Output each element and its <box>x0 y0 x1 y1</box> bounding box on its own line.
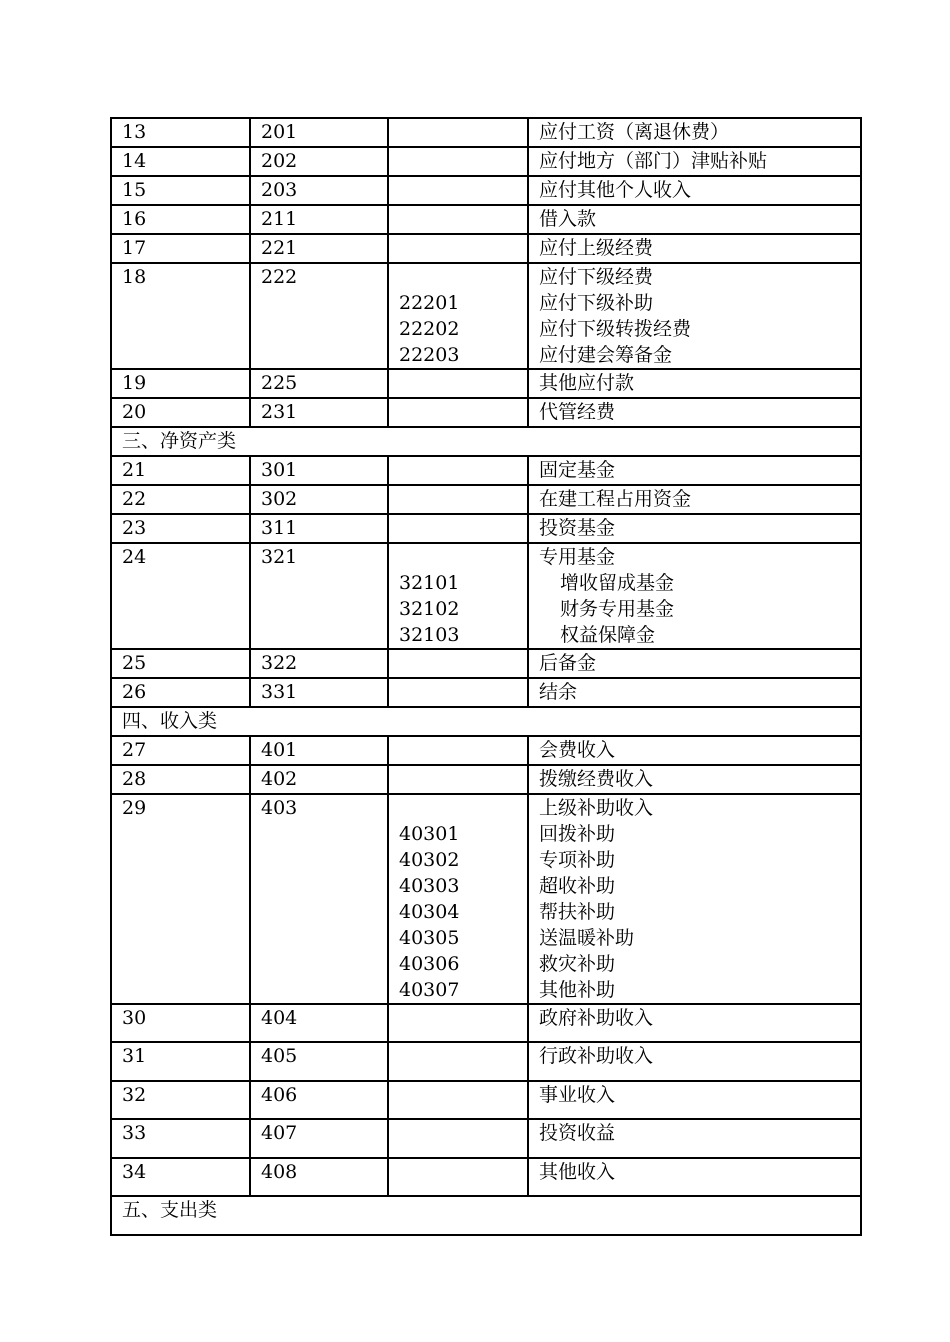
sub-code-cell <box>388 369 528 398</box>
serial-number-cell: 18 <box>111 263 250 369</box>
table-row <box>111 1042 861 1081</box>
sub-code-cell <box>388 1119 528 1158</box>
serial-number-cell: 14 <box>111 147 250 176</box>
account-name-cell <box>528 1158 861 1196</box>
sub-account-name: 其他补助 <box>539 979 616 1001</box>
sub-code-cell <box>388 678 528 707</box>
sub-code-cell <box>388 765 528 794</box>
account-code-cell: 405 <box>250 1042 388 1081</box>
account-name: 后备金 <box>539 652 597 674</box>
section-header-row <box>111 427 861 456</box>
serial-number-cell: 24 <box>111 543 250 649</box>
table-body <box>111 118 861 1235</box>
table-row <box>111 398 861 427</box>
sub-account-name: 应付下级转拨经费 <box>539 318 692 340</box>
section-title: 三、净资产类 <box>111 427 861 456</box>
sub-code-cell <box>388 1004 528 1042</box>
sub-account-name: 回拨补助 <box>539 823 616 845</box>
sub-code-cell <box>388 456 528 485</box>
account-code-cell: 408 <box>250 1158 388 1196</box>
sub-code-cell <box>388 1081 528 1119</box>
serial-number-cell: 16 <box>111 205 250 234</box>
sub-code: 40305 <box>399 927 460 949</box>
table-row <box>111 1004 861 1042</box>
account-code-cell: 322 <box>250 649 388 678</box>
sub-code-cell <box>388 147 528 176</box>
account-name: 上级补助收入 <box>539 797 654 819</box>
account-name: 借入款 <box>539 208 597 230</box>
account-code-cell: 406 <box>250 1081 388 1119</box>
table-row <box>111 736 861 765</box>
section-title: 五、支出类 <box>111 1196 861 1235</box>
sub-account-name: 送温暖补助 <box>539 927 635 949</box>
account-name: 事业收入 <box>539 1084 616 1106</box>
serial-number-cell: 19 <box>111 369 250 398</box>
sub-account-name: 增收留成基金 <box>560 572 675 594</box>
account-code-cell: 404 <box>250 1004 388 1042</box>
account-code-cell: 301 <box>250 456 388 485</box>
account-name-cell <box>528 736 861 765</box>
serial-number-cell: 30 <box>111 1004 250 1042</box>
sub-account-name: 帮扶补助 <box>539 901 616 923</box>
account-code-cell: 302 <box>250 485 388 514</box>
sub-code-cell <box>388 514 528 543</box>
table-row <box>111 118 861 147</box>
sub-account-name: 应付建会筹备金 <box>539 344 673 366</box>
sub-code-cell <box>388 205 528 234</box>
table-row <box>111 649 861 678</box>
serial-number-cell: 20 <box>111 398 250 427</box>
serial-number-cell: 25 <box>111 649 250 678</box>
sub-code-cell <box>388 398 528 427</box>
account-code-cell: 311 <box>250 514 388 543</box>
sub-code-cell <box>388 234 528 263</box>
account-code-cell: 211 <box>250 205 388 234</box>
table-row <box>111 1081 861 1119</box>
serial-number-cell: 13 <box>111 118 250 147</box>
account-code-cell: 403 <box>250 794 388 1004</box>
serial-number-cell: 15 <box>111 176 250 205</box>
sub-code-cell <box>388 1042 528 1081</box>
table-row <box>111 543 861 649</box>
account-name-cell <box>528 176 861 205</box>
table-row <box>111 678 861 707</box>
sub-code-cell <box>388 263 528 369</box>
table-row <box>111 794 861 1004</box>
account-name-cell <box>528 1042 861 1081</box>
section-header-row <box>111 707 861 736</box>
account-name: 投资收益 <box>539 1122 616 1144</box>
account-name: 投资基金 <box>539 517 616 539</box>
account-code-table <box>110 117 862 1236</box>
account-name-cell <box>528 398 861 427</box>
account-name: 应付工资（离退休费） <box>539 121 730 143</box>
account-name: 在建工程占用资金 <box>539 488 692 510</box>
table-row <box>111 514 861 543</box>
table-row <box>111 263 861 369</box>
sub-code-cell <box>388 649 528 678</box>
sub-account-name: 专项补助 <box>539 849 616 871</box>
serial-number-cell: 26 <box>111 678 250 707</box>
sub-code: 40301 <box>399 823 460 845</box>
account-name: 行政补助收入 <box>539 1045 654 1067</box>
sub-account-name: 救灾补助 <box>539 953 616 975</box>
account-name-cell <box>528 765 861 794</box>
account-name: 其他应付款 <box>539 372 635 394</box>
table-row <box>111 765 861 794</box>
account-name-cell <box>528 514 861 543</box>
account-name-cell <box>528 205 861 234</box>
sub-code: 40303 <box>399 875 460 897</box>
serial-number-cell: 34 <box>111 1158 250 1196</box>
sub-code: 32103 <box>399 624 460 646</box>
serial-number-cell: 17 <box>111 234 250 263</box>
serial-number-cell: 32 <box>111 1081 250 1119</box>
sub-code: 40304 <box>399 901 460 923</box>
account-name-cell <box>528 678 861 707</box>
account-code-cell: 331 <box>250 678 388 707</box>
table-row <box>111 176 861 205</box>
serial-number-cell: 27 <box>111 736 250 765</box>
serial-number-cell: 31 <box>111 1042 250 1081</box>
table-row <box>111 485 861 514</box>
table-row <box>111 147 861 176</box>
sub-code-cell <box>388 118 528 147</box>
account-name-cell <box>528 649 861 678</box>
sub-code-cell <box>388 543 528 649</box>
account-code-cell: 222 <box>250 263 388 369</box>
serial-number-cell: 22 <box>111 485 250 514</box>
account-name: 拨缴经费收入 <box>539 768 654 790</box>
sub-code: 40302 <box>399 849 460 871</box>
account-name: 其他收入 <box>539 1161 616 1183</box>
sub-account-name: 财务专用基金 <box>560 598 675 620</box>
account-name: 会费收入 <box>539 739 616 761</box>
sub-code-cell <box>388 794 528 1004</box>
account-name: 结余 <box>539 681 578 703</box>
account-name: 政府补助收入 <box>539 1007 654 1029</box>
account-name: 应付下级经费 <box>539 266 654 288</box>
serial-number-cell: 29 <box>111 794 250 1004</box>
account-code-cell: 401 <box>250 736 388 765</box>
table-row <box>111 456 861 485</box>
account-code-cell: 402 <box>250 765 388 794</box>
sub-account-name: 超收补助 <box>539 875 616 897</box>
account-name-cell <box>528 543 861 649</box>
serial-number-cell: 33 <box>111 1119 250 1158</box>
sub-code: 22202 <box>399 318 460 340</box>
account-name-cell <box>528 234 861 263</box>
account-code-cell: 203 <box>250 176 388 205</box>
account-code-cell: 202 <box>250 147 388 176</box>
account-code-cell: 231 <box>250 398 388 427</box>
table-row <box>111 205 861 234</box>
account-name: 专用基金 <box>539 546 616 568</box>
sub-code: 32101 <box>399 572 460 594</box>
account-name-cell <box>528 263 861 369</box>
account-name-cell <box>528 369 861 398</box>
account-name: 代管经费 <box>539 401 616 423</box>
serial-number-cell: 28 <box>111 765 250 794</box>
account-name-cell <box>528 147 861 176</box>
serial-number-cell: 23 <box>111 514 250 543</box>
account-name: 固定基金 <box>539 459 616 481</box>
sub-code: 40306 <box>399 953 460 975</box>
account-name: 应付地方（部门）津贴补贴 <box>539 150 768 172</box>
sub-code-cell <box>388 1158 528 1196</box>
account-name-cell <box>528 485 861 514</box>
account-name-cell <box>528 1081 861 1119</box>
sub-code: 22203 <box>399 344 460 366</box>
account-code-cell: 321 <box>250 543 388 649</box>
table-row <box>111 234 861 263</box>
sub-code: 40307 <box>399 979 460 1001</box>
table-row <box>111 369 861 398</box>
sub-code: 32102 <box>399 598 460 620</box>
account-code-cell: 225 <box>250 369 388 398</box>
account-name-cell <box>528 1119 861 1158</box>
account-name: 应付上级经费 <box>539 237 654 259</box>
sub-code-cell <box>388 736 528 765</box>
table-row <box>111 1158 861 1196</box>
section-header-row <box>111 1196 861 1235</box>
sub-code-cell <box>388 176 528 205</box>
sub-code-cell <box>388 485 528 514</box>
table-row <box>111 1119 861 1158</box>
account-code-cell: 407 <box>250 1119 388 1158</box>
account-name-cell <box>528 456 861 485</box>
account-name-cell <box>528 1004 861 1042</box>
sub-code: 22201 <box>399 292 460 314</box>
sub-account-name: 应付下级补助 <box>539 292 654 314</box>
account-name-cell <box>528 118 861 147</box>
sub-account-name: 权益保障金 <box>560 624 656 646</box>
account-name-cell <box>528 794 861 1004</box>
account-name: 应付其他个人收入 <box>539 179 692 201</box>
section-title: 四、收入类 <box>111 707 861 736</box>
account-code-cell: 221 <box>250 234 388 263</box>
account-code-cell: 201 <box>250 118 388 147</box>
serial-number-cell: 21 <box>111 456 250 485</box>
